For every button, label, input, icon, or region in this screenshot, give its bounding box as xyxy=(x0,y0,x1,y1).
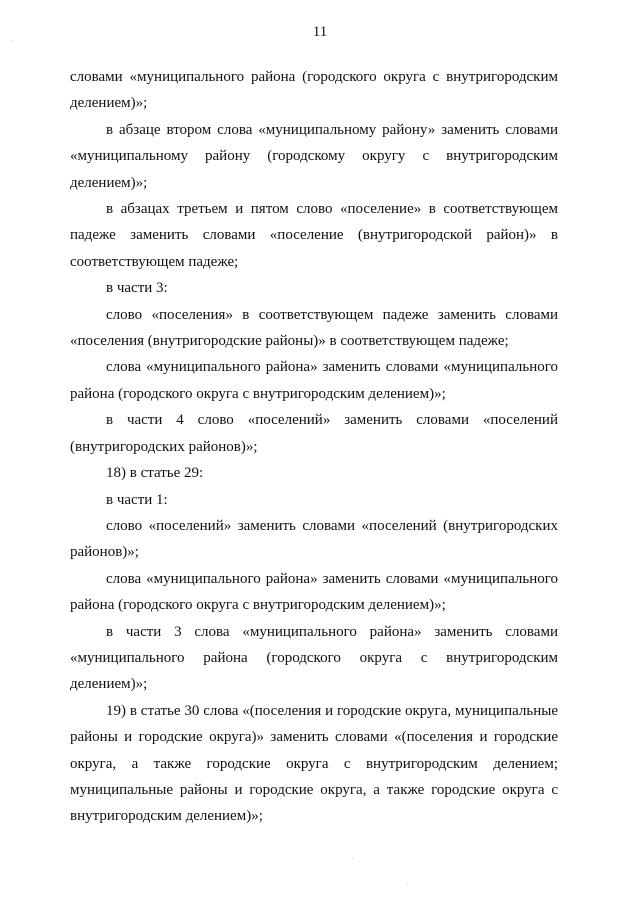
paragraph: в абзаце втором слова «муниципальному району» заменить словами «муниципальному району (городскому округу с внутригородским делением)»; xyxy=(70,121,558,191)
page-number: 11 xyxy=(312,24,328,40)
paragraph: слова «муниципального района» заменить словами «муниципального района (городского округа с внутригородским делением)»; xyxy=(70,359,558,402)
paragraph: 18) в статье 29: xyxy=(106,465,204,482)
scan-speck xyxy=(12,40,13,41)
paragraph: слова «муниципального района» заменить словами «муниципального района (городского округа с внутригородским делением)»; xyxy=(70,570,558,614)
paragraph: слово «поселений» заменить словами «поселений (внутригородских районов)»; xyxy=(70,517,558,561)
paragraph: в части 3 слова «муниципального района» заменить словами «муниципального района (городского округа с внутригородским делением)»; xyxy=(70,623,558,693)
paragraph: 19) в статье 30 слова «(поселения и городские округа, муниципальные районы и городские округа)» заменить словами «(поселения и городские округа, а также городские округа с внутригородским делением; муниципальные районы и городские округа, а также городские округа с внутригородским делением)»; xyxy=(70,702,558,825)
paragraph: в абзацах третьем и пятом слово «поселение» в соответствующем падеже заменить словами «поселение (внутригородской район)» в соответствующем падеже; xyxy=(70,201,558,270)
paragraph: в части 1: xyxy=(106,491,168,508)
document-body xyxy=(70,64,558,830)
paragraph: словами «муниципального района (городского округа с внутригородским делением)»; xyxy=(70,69,558,112)
scan-speck xyxy=(352,858,353,859)
scan-speck xyxy=(407,883,408,884)
paragraph: слово «поселения» в соответствующем падеже заменить словами «поселения (внутригородские районы)» в соответствующем падеже; xyxy=(70,306,558,350)
paragraph: в части 4 слово «поселений» заменить словами «поселений (внутригородских районов)»; xyxy=(70,412,558,455)
paragraph: в части 3: xyxy=(106,280,168,297)
